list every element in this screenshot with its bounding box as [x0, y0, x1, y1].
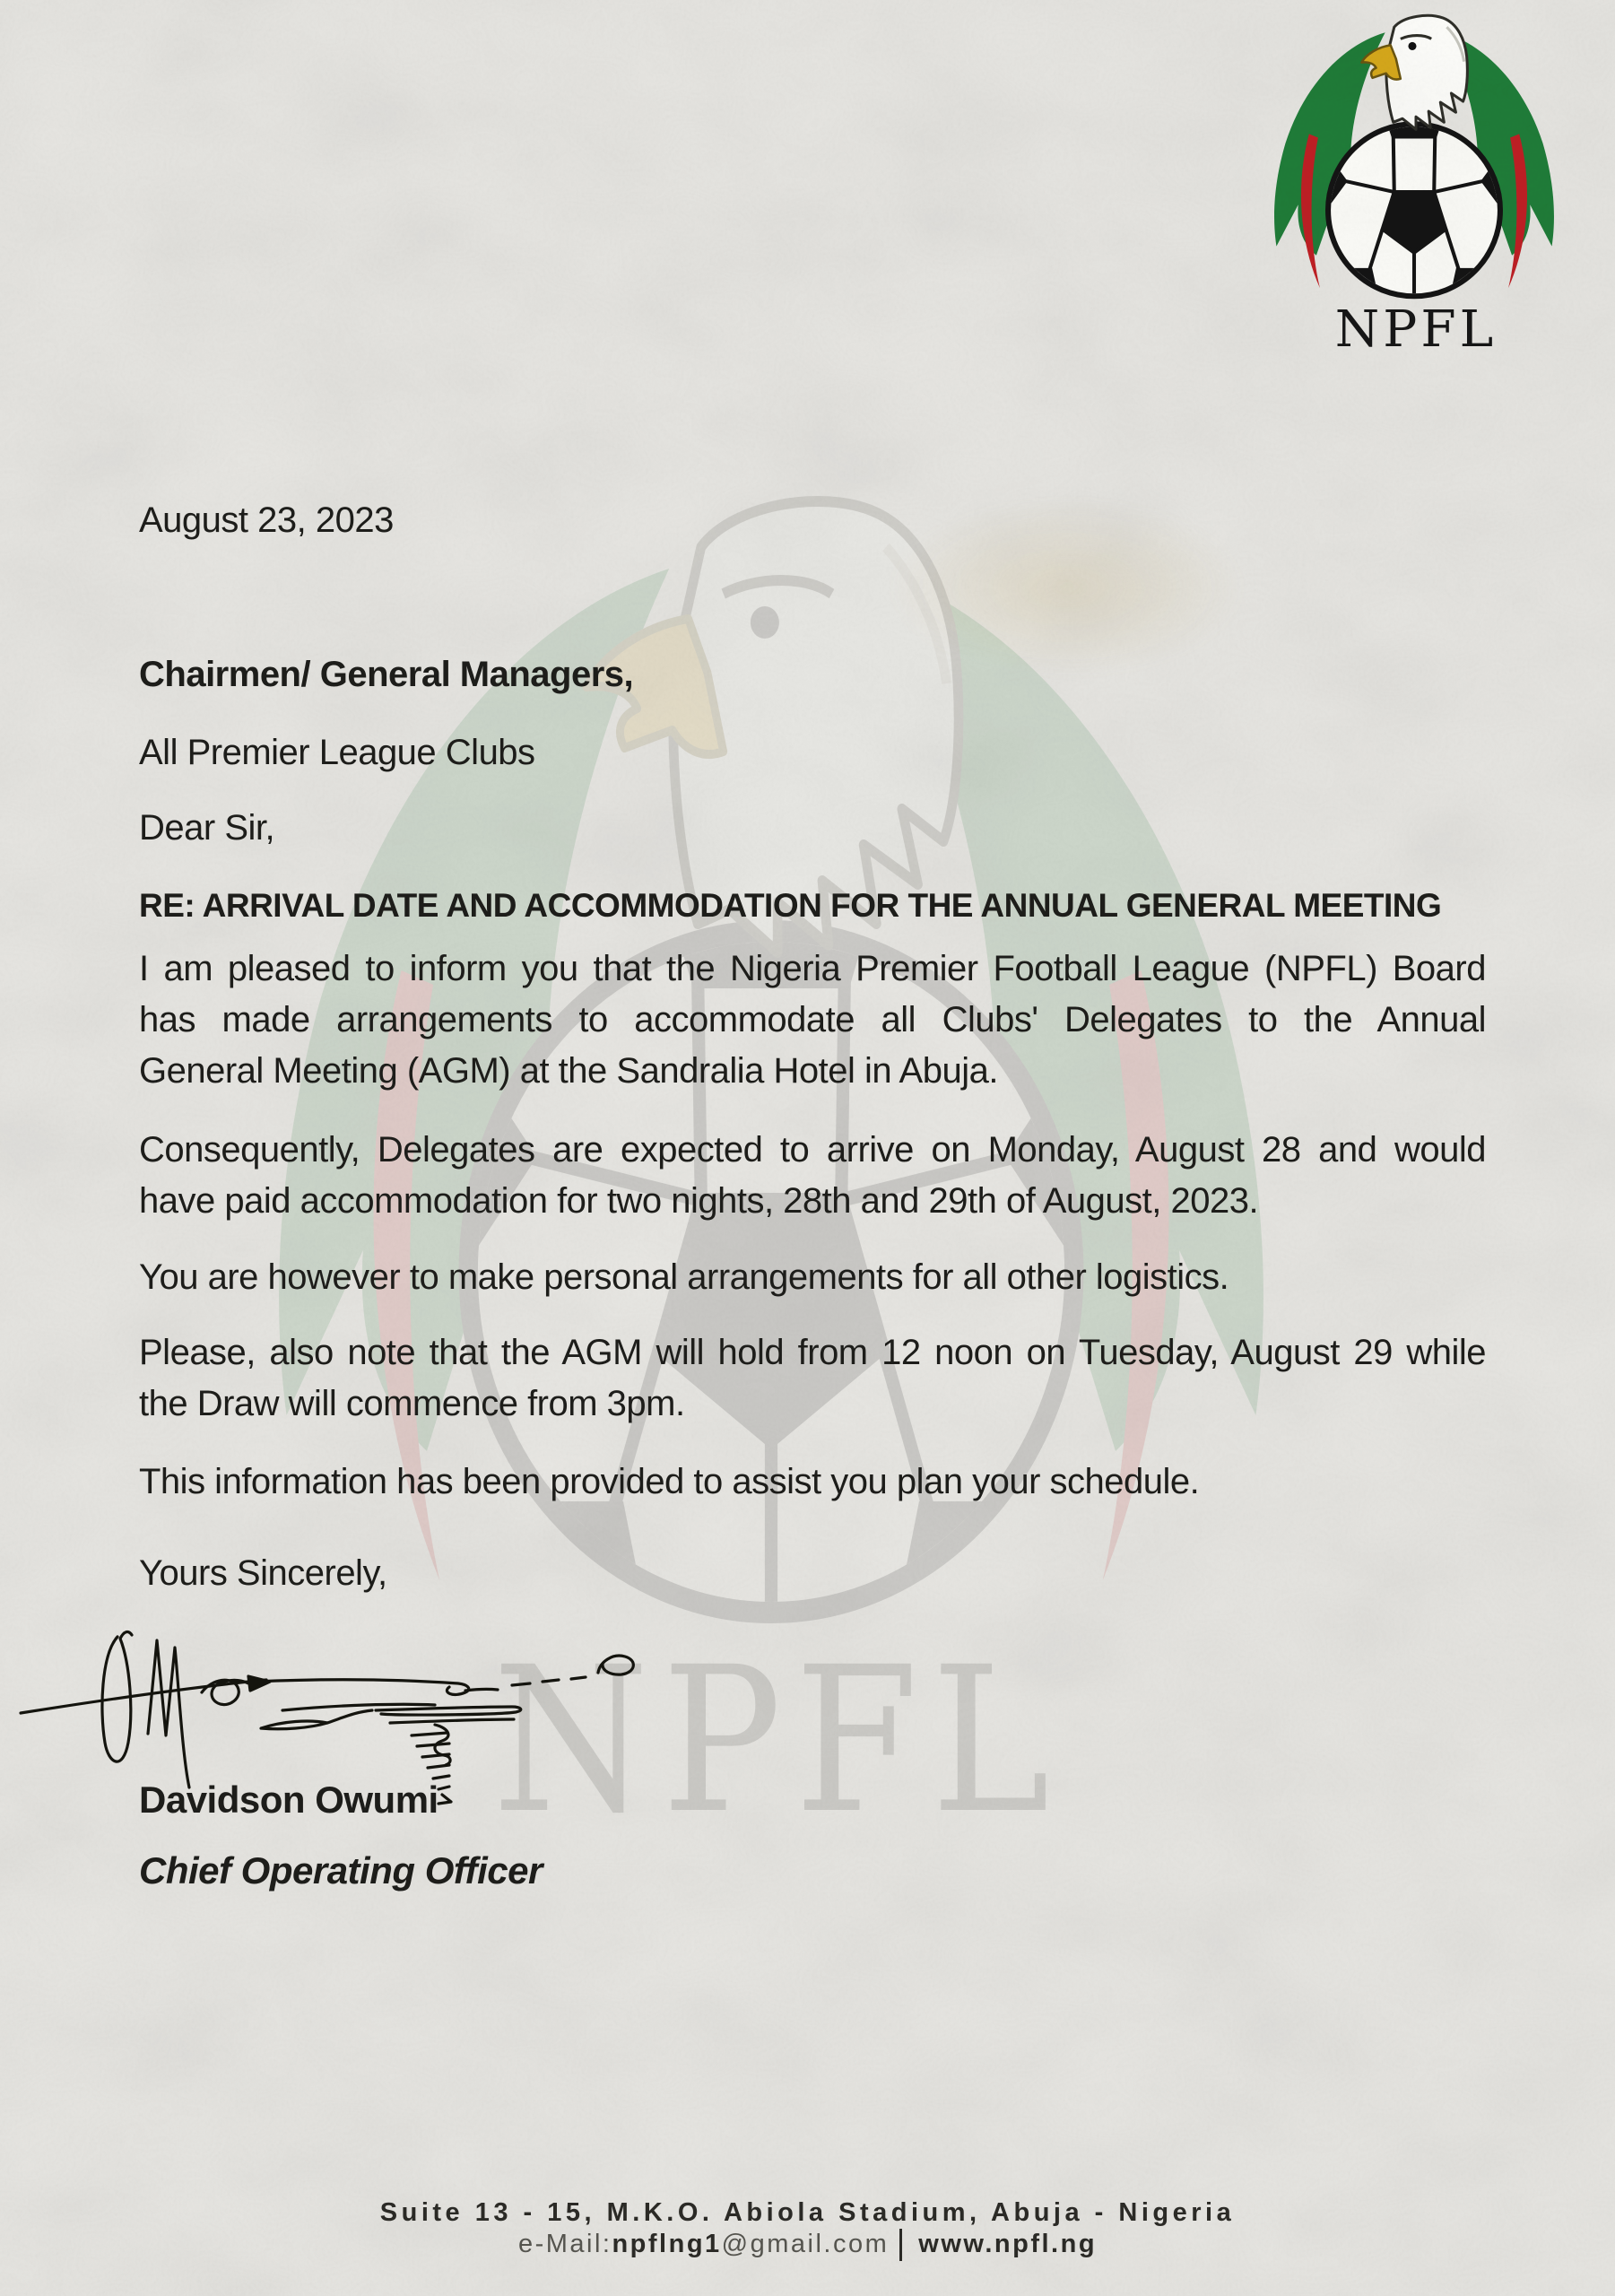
paragraph-4-line-2: the Draw will commence from 3pm. — [139, 1384, 685, 1423]
letter-date: August 23, 2023 — [139, 500, 394, 540]
paragraph-3 — [139, 1252, 1486, 1303]
footer-email-label: e-Mail: — [517, 2230, 612, 2258]
paragraph-4-line-1: Please, also note that the AGM will hold from 12 noon on Tuesday, August 29 while — [139, 1333, 1486, 1372]
paragraph-1 — [139, 944, 1486, 1097]
footer-contact-line — [0, 2228, 1615, 2261]
paragraph-2-line-1: Consequently, Delegates are expected to arrive on Monday, August 28 and would — [139, 1130, 1486, 1170]
paragraph-5 — [139, 1457, 1486, 1508]
closing: Yours Sincerely, — [139, 1553, 387, 1593]
signatory-title: Chief Operating Officer — [139, 1849, 543, 1892]
paragraph-5-line-1: This information has been provided to assist you plan your schedule. — [139, 1462, 1200, 1501]
paragraph-1-line-2: has made arrangements to accommodate all Clubs' Delegates to the Annual — [139, 1000, 1486, 1039]
footer-website: www.npfl.ng — [918, 2230, 1098, 2258]
paragraph-1-line-3: General Meeting (AGM) at the Sandralia Hotel in Abuja. — [139, 1051, 998, 1091]
footer-email-user: npflng1 — [612, 2230, 722, 2258]
npfl-logo — [1251, 9, 1577, 362]
subject-line: RE: ARRIVAL DATE AND ACCOMMODATION FOR THE ANNUAL GENERAL MEETING — [139, 887, 1442, 924]
recipient-line-1: Chairmen/ General Managers, — [139, 655, 634, 694]
signatory-name: Davidson Owumi — [139, 1779, 438, 1821]
footer-email-domain: @gmail.com — [721, 2230, 890, 2258]
footer — [0, 2197, 1615, 2261]
paragraph-2-line-2: have paid accommodation for two nights, 28th and 29th of August, 2023. — [139, 1181, 1259, 1221]
footer-separator — [899, 2229, 902, 2261]
paragraph-1-line-1: I am pleased to inform you that the Nigeria Premier Football League (NPFL) Board — [139, 949, 1486, 988]
recipient-line-2: All Premier League Clubs — [139, 733, 535, 772]
paragraph-2 — [139, 1125, 1486, 1227]
paragraph-3-line-1: You are however to make personal arrangements for all other logistics. — [139, 1257, 1229, 1297]
salutation: Dear Sir, — [139, 808, 275, 848]
paragraph-4 — [139, 1327, 1486, 1430]
footer-address: Suite 13 - 15, M.K.O. Abiola Stadium, Abuja - Nigeria — [379, 2198, 1236, 2227]
